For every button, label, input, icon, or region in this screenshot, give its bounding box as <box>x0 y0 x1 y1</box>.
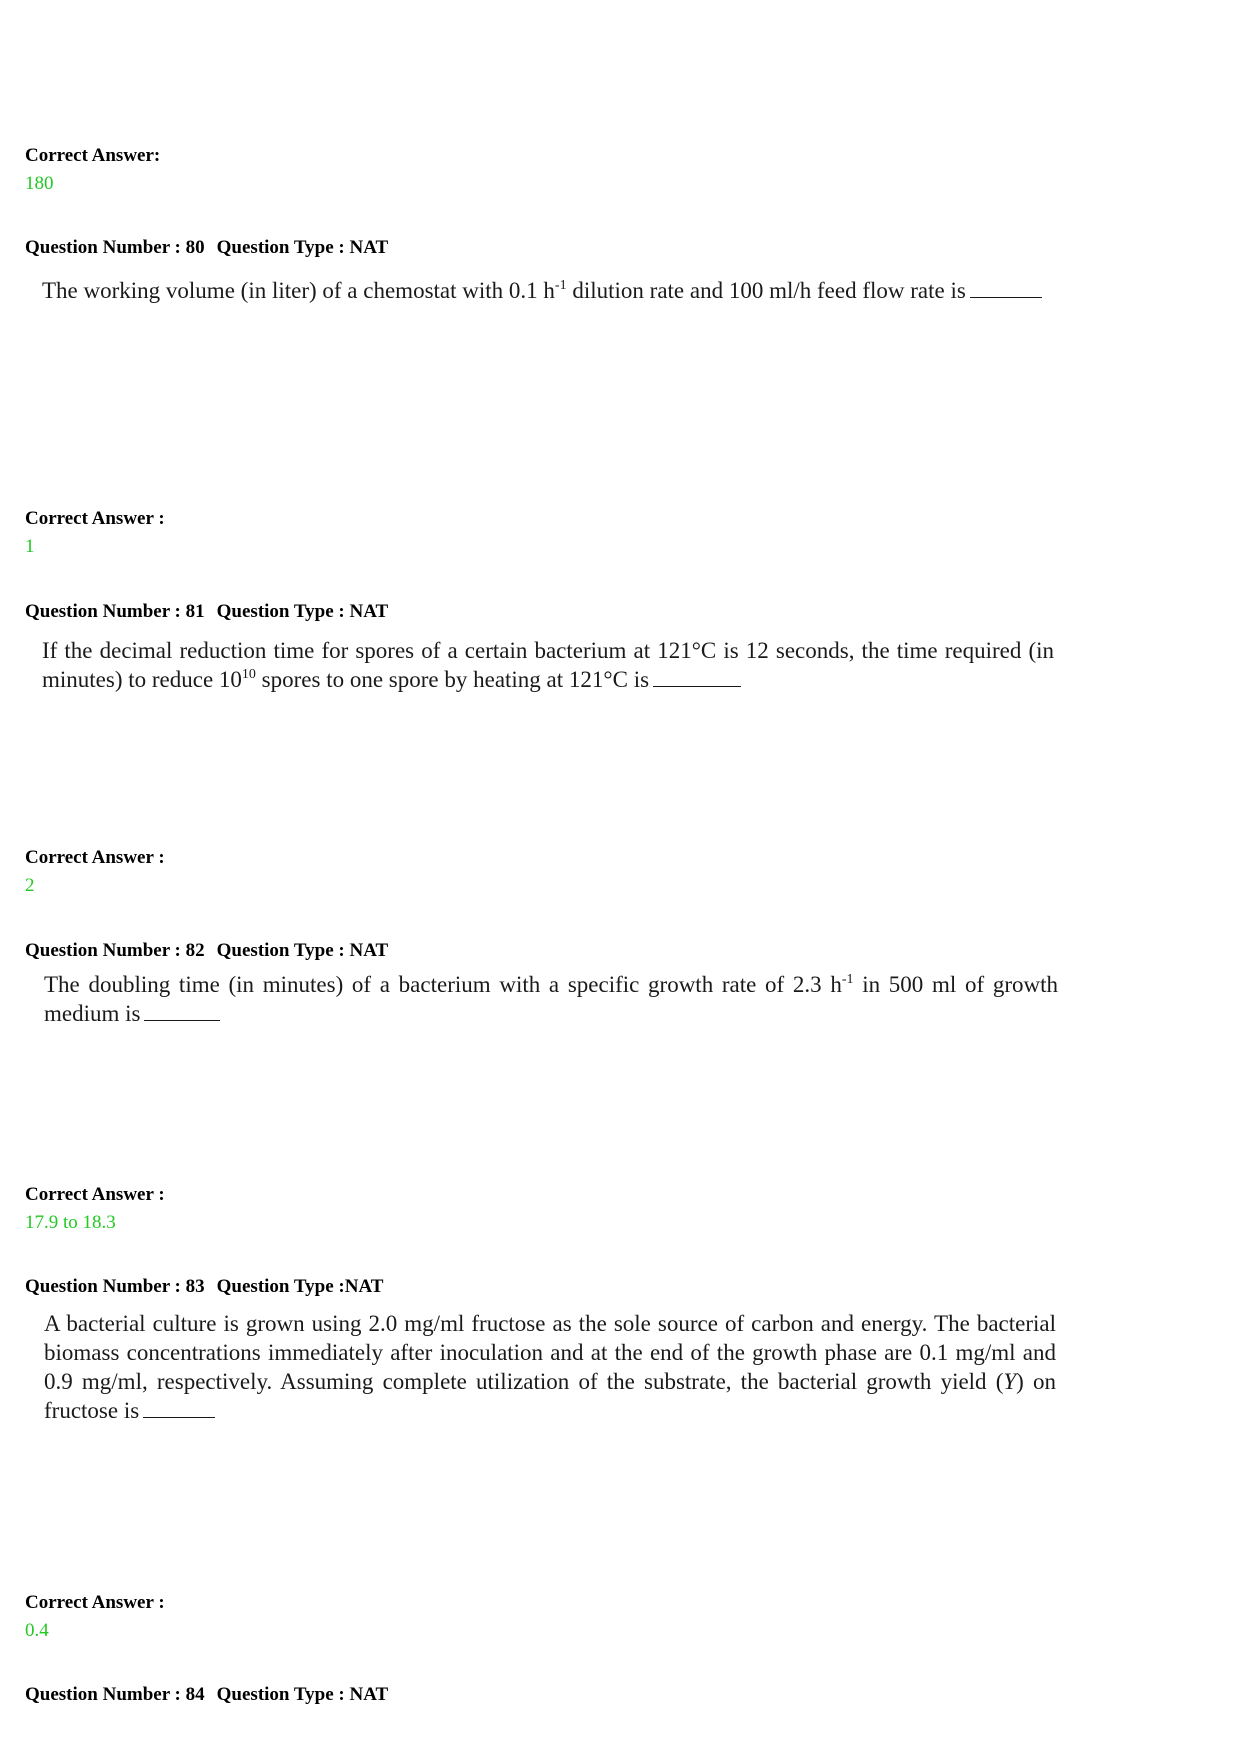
question-header <box>25 940 388 962</box>
answer-label: Correct Answer : <box>25 1592 165 1613</box>
question-number: Question Number : 80 <box>25 237 205 258</box>
answer-blank <box>144 1000 220 1021</box>
question-text <box>42 276 1054 305</box>
answer-label: Correct Answer: <box>25 145 161 166</box>
answer-blank <box>143 1397 215 1418</box>
question-text-part: ) on fructose is <box>44 1369 1056 1423</box>
italic-symbol: Y <box>1003 1369 1017 1394</box>
question-header <box>25 237 388 259</box>
question-text-part: spores to one spore by heating at 121°C is <box>255 667 650 692</box>
question-text-part: The working volume (in liter) of a chemostat with 0.1 h <box>42 278 555 303</box>
answer-blank <box>653 666 741 687</box>
question-text-part: in 500 ml of growth medium is <box>44 972 1058 1026</box>
question-number: Question Number : 83 <box>25 1276 205 1297</box>
question-text <box>42 636 1054 694</box>
question-text <box>44 970 1058 1028</box>
answer-label: Correct Answer : <box>25 1184 165 1205</box>
answer-value: 1 <box>25 536 35 557</box>
question-text-part: A bacterial culture is grown using 2.0 mg/ml fructose as the sole source of carbon and energy. The bacterial biomass concentrations immediately after inoculation and at the end of the growth phase are 0.1 mg/ml and 0.9 mg/ml, respectively. Assuming complete utilization of the substrate, the bacterial growth yield ( <box>44 1311 1056 1394</box>
question-header <box>25 1684 388 1706</box>
superscript: -1 <box>554 278 567 293</box>
question-text-part: The doubling time (in minutes) of a bacterium with a specific growth rate of 2.3 h <box>44 972 842 997</box>
question-type: Question Type :NAT <box>216 1276 384 1297</box>
answer-value: 0.4 <box>25 1620 49 1641</box>
question-number: Question Number : 82 <box>25 940 205 961</box>
question-header <box>25 1276 383 1298</box>
question-type: Question Type : NAT <box>216 601 389 622</box>
question-text-part: If the decimal reduction time for spores of a certain bacterium at 121°C is 12 seconds, the time required (in minutes) to reduce 10 <box>42 638 1054 692</box>
question-number: Question Number : 81 <box>25 601 205 622</box>
answer-blank <box>970 277 1042 298</box>
answer-value: 180 <box>25 173 54 194</box>
answer-label: Correct Answer : <box>25 847 165 868</box>
question-text-part: dilution rate and 100 ml/h feed flow rate is <box>566 278 966 303</box>
question-header <box>25 601 388 623</box>
question-type: Question Type : NAT <box>216 1684 389 1705</box>
superscript: -1 <box>841 972 854 987</box>
answer-value: 17.9 to 18.3 <box>25 1212 116 1233</box>
answer-label: Correct Answer : <box>25 508 165 529</box>
superscript: 10 <box>241 667 256 682</box>
question-number: Question Number : 84 <box>25 1684 205 1705</box>
question-type: Question Type : NAT <box>216 940 389 961</box>
question-text <box>44 1309 1056 1425</box>
question-type: Question Type : NAT <box>216 237 389 258</box>
answer-value: 2 <box>25 875 35 896</box>
